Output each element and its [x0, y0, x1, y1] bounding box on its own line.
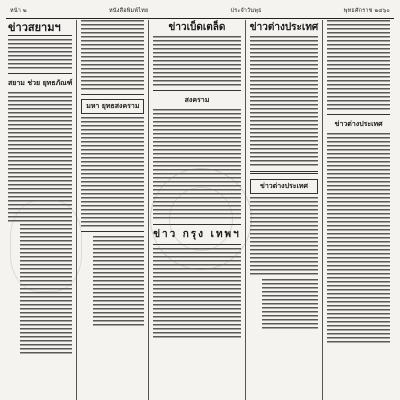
column-5: [322, 20, 394, 400]
column-4: [245, 20, 323, 400]
divider: [81, 231, 144, 232]
text-block: [8, 39, 72, 69]
masthead: [6, 4, 394, 19]
text-block: [327, 133, 390, 263]
text-block: [250, 197, 319, 277]
column-4-boxhead: ข่าวต่างประเทศ: [250, 179, 319, 194]
text-block: [327, 20, 390, 110]
text-block: [153, 36, 241, 86]
column-5-subhead: ข่าวต่างประเทศ: [334, 119, 383, 128]
column-3: [148, 20, 245, 400]
text-block: [250, 36, 319, 166]
column-3-section-head: ข่าว กรุง เทพฯ: [153, 224, 241, 245]
column-4-headline: ข่าวต่างประเทศ: [249, 22, 319, 33]
column-2-boxhead: มหา ยุทธสงคราม: [81, 99, 144, 114]
divider: [327, 114, 390, 115]
text-block: [153, 248, 241, 338]
text-block: [20, 224, 72, 354]
columns: [6, 20, 394, 400]
column-3-headline: ข่าวเบ็ดเตล็ด: [168, 22, 226, 33]
text-block: [93, 236, 144, 326]
divider: [250, 171, 319, 174]
text-block: [81, 117, 144, 227]
divider: [153, 90, 241, 91]
column-2: [76, 20, 148, 400]
text-block: [153, 109, 241, 219]
divider: [81, 94, 144, 95]
masthead-paper: หนังสือพิมพ์ไทย: [108, 8, 149, 14]
masthead-date: พุทธศักราช ๒๔๖๐: [343, 8, 390, 14]
masthead-page: หน้า ๒: [10, 8, 27, 14]
text-block: [262, 279, 319, 329]
masthead-middle: ประจำวันพุธ: [230, 8, 262, 14]
text-block: [327, 265, 390, 345]
column-1-headline: ข่าวสยามฯ: [8, 22, 72, 36]
text-block: [8, 92, 72, 222]
text-block: [81, 20, 144, 90]
column-1: [6, 20, 76, 400]
column-3-subhead: สงคราม: [184, 95, 210, 104]
divider: [8, 73, 72, 74]
column-1-subhead: สยาม ช่วย ยุทธภัณฑ์: [8, 78, 73, 87]
